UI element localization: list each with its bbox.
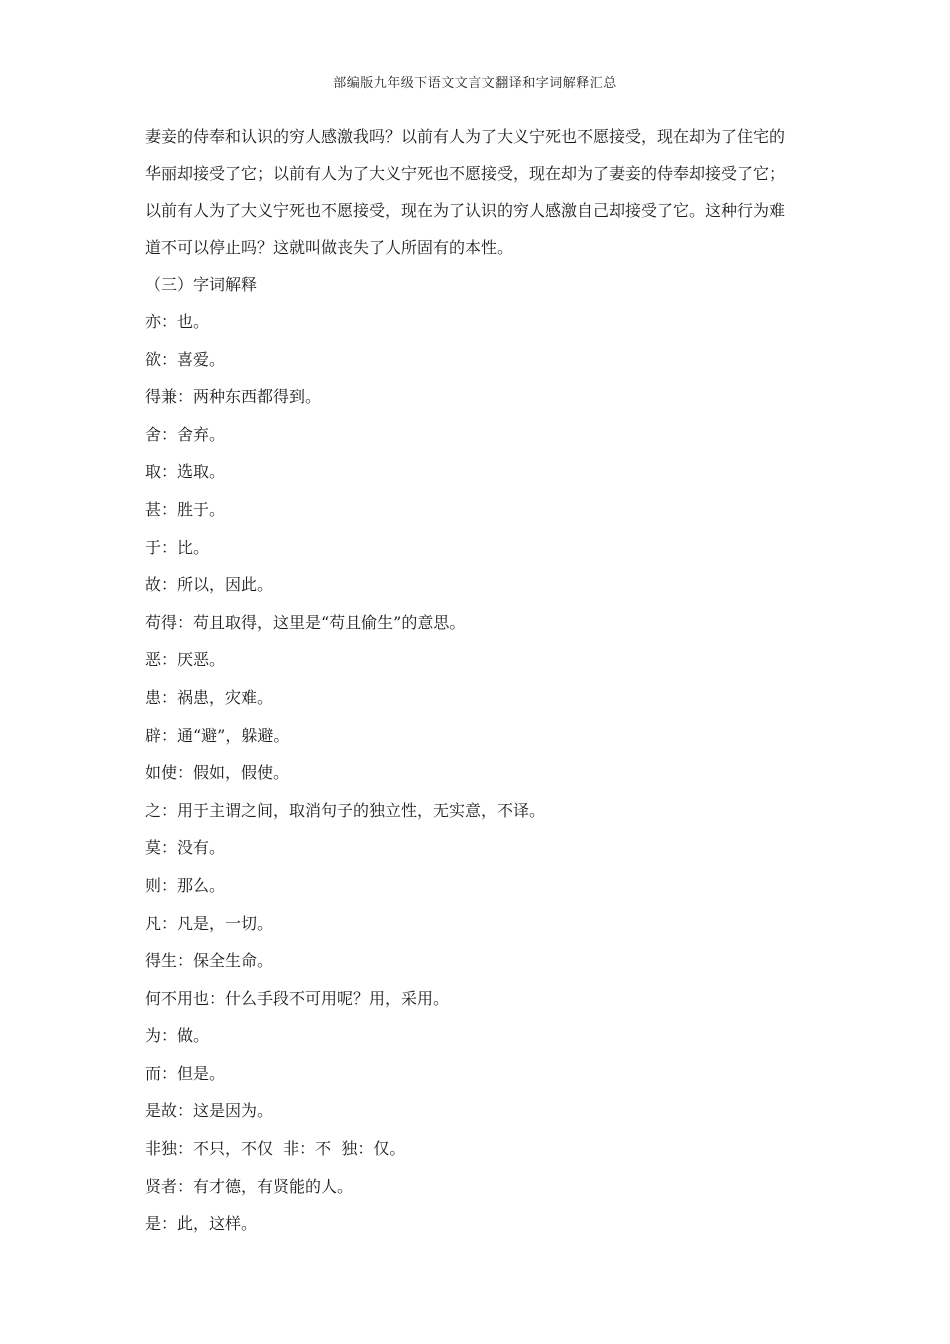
- translation-paragraph: [145, 118, 810, 266]
- glossary-entry: 恶：厌恶。: [145, 650, 226, 670]
- paragraph-line: 以前有人为了大义宁死也不愿接受，现在为了认识的穷人感激自己却接受了它。这种行为难: [145, 201, 786, 220]
- glossary-entry: 于：比。: [145, 537, 210, 557]
- glossary-entry: 辟：通“避”，躲避。: [145, 725, 290, 745]
- glossary-entry: 则：那么。: [145, 875, 226, 895]
- paragraph-line: 道不可以停止吗？这就叫做丧失了人所固有的本性。: [145, 238, 514, 257]
- glossary-entry: 欲：喜爱。: [145, 349, 226, 369]
- glossary-entry: 非独：不只，不仅 非：不 独：仅。: [145, 1139, 406, 1159]
- page-header: 部编版九年级下语文文言文翻译和字词解释汇总: [333, 76, 617, 91]
- section-title: （三）字词解释: [145, 275, 258, 294]
- glossary-entry: 甚：胜于。: [145, 499, 226, 519]
- paragraph-line: 华丽却接受了它；以前有人为了大义宁死也不愿接受，现在却为了妻妾的侍奉却接受了它；: [145, 164, 786, 183]
- glossary-entry: 是：此，这样。: [145, 1214, 258, 1234]
- glossary-entry: 之：用于主谓之间，取消句子的独立性，无实意，不译。: [145, 800, 546, 820]
- glossary-entry: 贤者：有才德，有贤能的人。: [145, 1176, 354, 1196]
- glossary-entry: 得生：保全生命。: [145, 951, 274, 971]
- glossary-entry: 是故：这是因为。: [145, 1101, 274, 1121]
- document-body: [145, 118, 810, 1243]
- glossary-entry: 苟得：苟且取得，这里是“苟且偷生”的意思。: [145, 612, 466, 632]
- glossary-entry: 患：祸患，灾难。: [145, 687, 274, 707]
- glossary-entry: 如使：假如，假使。: [145, 763, 290, 783]
- glossary-entry: 为：做。: [145, 1026, 210, 1046]
- paragraph-line: 妻妾的侍奉和认识的穷人感激我吗？以前有人为了大义宁死也不愿接受，现在却为了住宅的: [145, 127, 786, 146]
- glossary-entry: 亦：也。: [145, 312, 210, 331]
- glossary-entry: 得兼：两种东西都得到。: [145, 387, 322, 407]
- glossary-entry: 莫：没有。: [145, 838, 226, 858]
- glossary-list: [145, 303, 810, 1243]
- glossary-entry: 而：但是。: [145, 1063, 226, 1083]
- glossary-entry: 故：所以，因此。: [145, 575, 274, 595]
- glossary-entry: 何不用也：什么手段不可用呢？用，采用。: [145, 988, 450, 1008]
- glossary-entry: 凡：凡是，一切。: [145, 913, 274, 933]
- glossary-entry: 取：选取。: [145, 462, 226, 482]
- glossary-entry: 舍：舍弃。: [145, 424, 226, 444]
